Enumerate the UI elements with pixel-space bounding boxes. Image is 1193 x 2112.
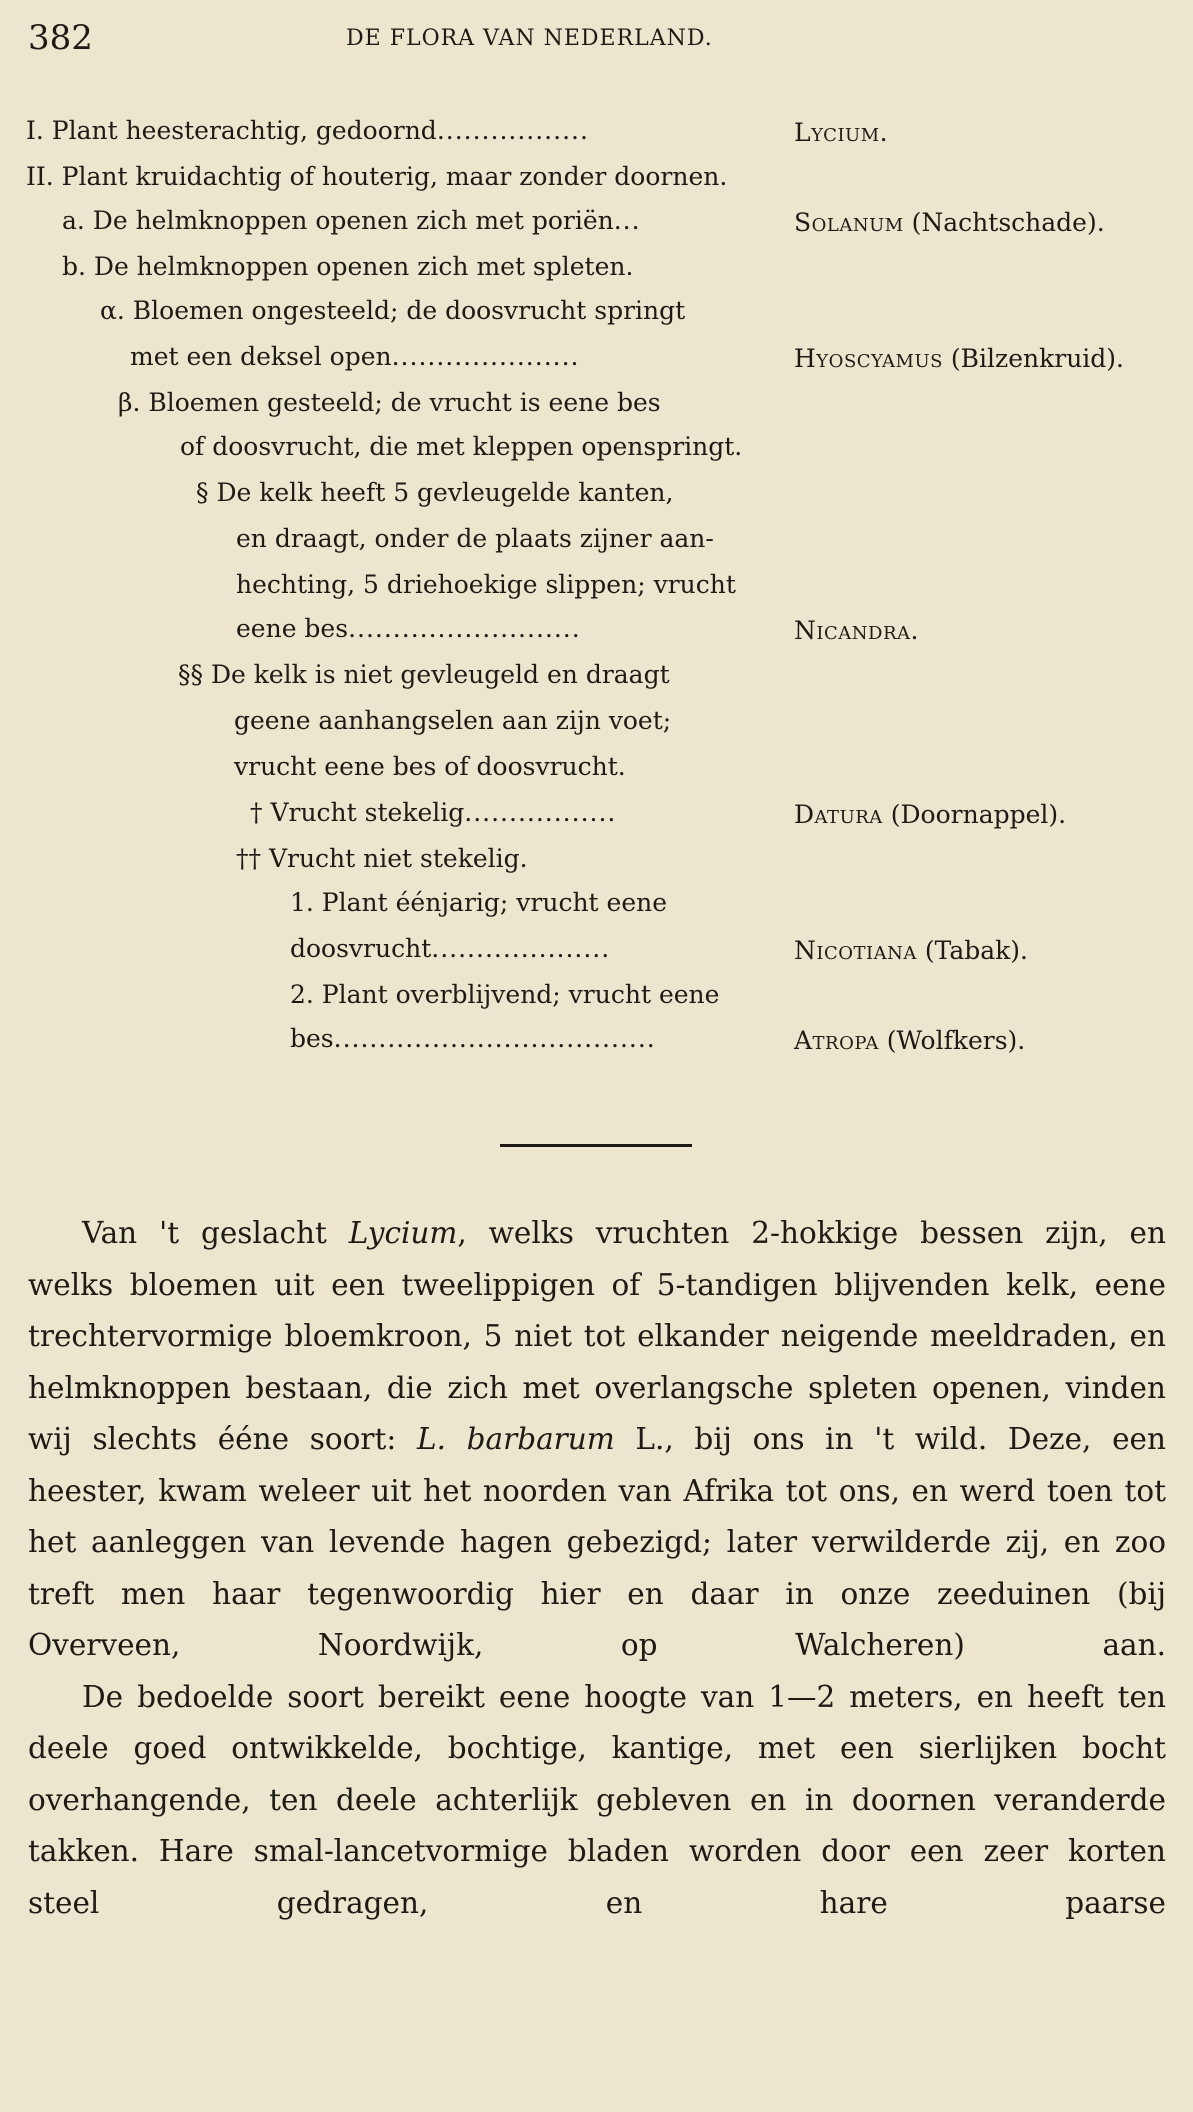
genus-label: Atropa xyxy=(794,1026,879,1055)
key-text: † Vrucht stekelig xyxy=(250,798,465,827)
section-rule xyxy=(500,1144,692,1147)
leader-dots: .......................... xyxy=(348,614,581,643)
key-line xyxy=(100,298,685,323)
key-line xyxy=(178,662,670,687)
key-line xyxy=(130,344,580,369)
key-line xyxy=(290,982,719,1007)
key-text: eene bes xyxy=(236,614,349,643)
key-genus xyxy=(794,800,1066,829)
key-text: a. De helmknoppen openen zich met poriën xyxy=(62,206,614,235)
leader-dots: ................. xyxy=(436,116,589,145)
key-line xyxy=(250,800,616,825)
key-line xyxy=(236,846,528,871)
genus-label: Datura xyxy=(794,800,883,829)
key-text: 1. Plant éénjarig; vrucht eene xyxy=(290,888,668,917)
genus-label: Nicotiana xyxy=(794,936,917,965)
common-name: (Wolfkers). xyxy=(878,1026,1026,1055)
common-name: (Bilzenkruid). xyxy=(942,344,1124,373)
key-line xyxy=(234,708,671,733)
key-line xyxy=(290,936,610,961)
key-line xyxy=(62,254,633,279)
key-line xyxy=(118,390,661,415)
genus-name: Lycium xyxy=(348,1216,458,1250)
key-genus xyxy=(794,208,1105,237)
key-line xyxy=(196,480,673,505)
leader-dots: ... xyxy=(613,206,641,235)
leader-dots: ..................... xyxy=(391,342,580,371)
key-line xyxy=(236,572,736,597)
key-text: vrucht eene bes of doosvrucht. xyxy=(234,752,626,781)
key-text: geene aanhangselen aan zijn voet; xyxy=(234,706,672,735)
leader-dots: .................................... xyxy=(333,1024,656,1053)
page-number: 382 xyxy=(28,18,93,58)
key-genus xyxy=(794,344,1124,373)
body-text xyxy=(28,1208,1166,1929)
key-line xyxy=(180,434,742,459)
key-line xyxy=(290,890,667,915)
key-line xyxy=(236,526,714,551)
genus-label: Nicandra. xyxy=(794,616,919,645)
key-text: § De kelk heeft 5 gevleugelde kanten, xyxy=(196,478,674,507)
key-text: 2. Plant overblijvend; vrucht eene xyxy=(290,980,720,1009)
species-name: L. barbarum xyxy=(416,1422,615,1456)
leader-dots: ................. xyxy=(464,798,617,827)
paragraph-2: De bedoelde soort bereikt eene hoogte van 1—2 meters, en heeft ten deele goed ontwikkelde, bochtige, kantige, met een sierlijken bocht overhangende, ten deele achterlijk gebleven en in doornen veranderde takken. Hare smal-lancetvormige bladen worden door een zeer korten steel gedragen, en hare paarse xyxy=(28,1679,1166,1920)
key-line xyxy=(234,754,626,779)
key-line xyxy=(26,118,589,143)
common-name: (Doornappel). xyxy=(882,800,1067,829)
key-text: met een deksel open xyxy=(130,342,392,371)
key-text: II. Plant kruidachtig of houterig, maar zonder doornen. xyxy=(26,162,728,191)
running-title: DE FLORA VAN NEDERLAND. xyxy=(346,26,713,51)
key-text: doosvrucht xyxy=(290,934,432,963)
key-line xyxy=(290,1026,656,1051)
key-text: §§ De kelk is niet gevleugeld en draagt xyxy=(178,660,670,689)
key-line xyxy=(236,616,581,641)
key-text: b. De helmknoppen openen zich met spleten. xyxy=(62,252,634,281)
paragraph-1: Van 't geslacht Lycium, welks vruchten 2-hokkige bessen zijn, en welks bloemen uit een tweelippigen of 5-tandigen blijvenden kelk, eene trechtervormige bloemkroon, 5 niet tot elkander neigende meeldraden, en helmknoppen bestaan, die zich met overlangsche spleten openen, vinden wij slechts ééne soort: L. barbarum L., bij ons in 't wild. Deze, een heester, kwam weleer uit het noorden van Afrika tot ons, en werd toen tot het aanleggen van levende hagen gebezigd; later verwilderde zij, en zoo treft men haar tegenwoordig hier en daar in onze zeeduinen (bij Overveen, Noordwijk, op Walcheren) aan. xyxy=(28,1216,1166,1662)
leader-dots: .................... xyxy=(431,934,611,963)
key-text: β. Bloemen gesteeld; de vrucht is eene bes xyxy=(118,388,661,417)
common-name: (Tabak). xyxy=(916,936,1028,965)
key-text: of doosvrucht, die met kleppen openspringt. xyxy=(180,432,743,461)
genus-label: Lycium. xyxy=(794,118,889,147)
key-text: en draagt, onder de plaats zijner aan- xyxy=(236,524,714,553)
key-line xyxy=(26,164,727,189)
key-text: hechting, 5 driehoekige slippen; vrucht xyxy=(236,570,736,599)
common-name: (Nachtschade). xyxy=(903,208,1105,237)
key-text: α. Bloemen ongesteeld; de doosvrucht springt xyxy=(100,296,686,325)
key-text: †† Vrucht niet stekelig. xyxy=(236,844,528,873)
key-text: I. Plant heesterachtig, gedoornd xyxy=(26,116,437,145)
key-line xyxy=(62,208,641,233)
key-genus xyxy=(794,936,1028,965)
key-genus xyxy=(794,118,888,147)
key-text: bes xyxy=(290,1024,334,1053)
genus-label: Solanum xyxy=(794,208,904,237)
key-genus xyxy=(794,1026,1025,1055)
key-genus xyxy=(794,616,919,645)
genus-label: Hyoscyamus xyxy=(794,344,943,373)
